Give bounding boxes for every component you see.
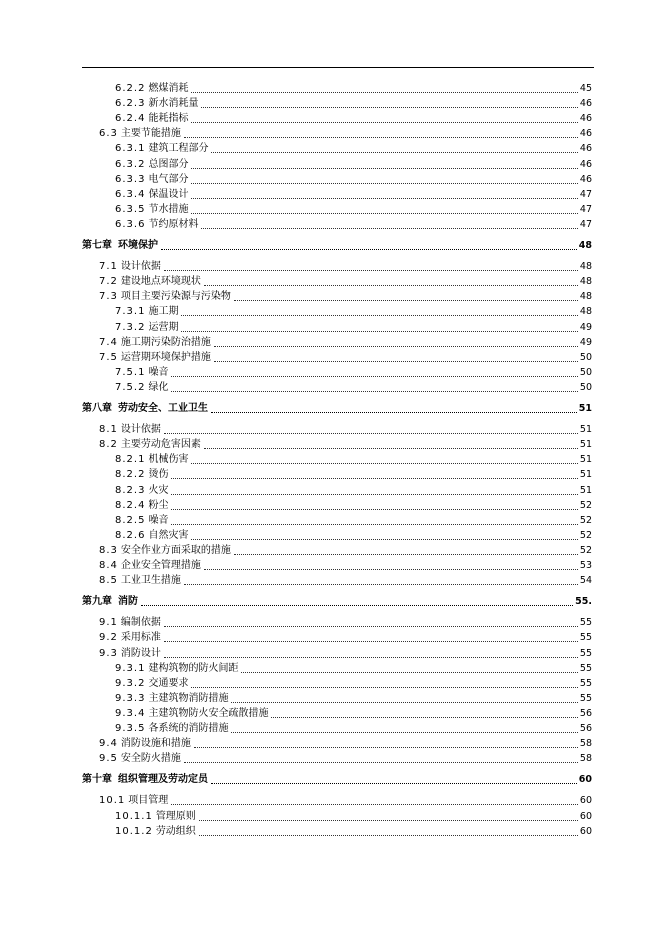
- toc-entry-number: 9.3.4: [115, 707, 146, 719]
- toc-entry-title: 烫伤: [148, 469, 169, 481]
- toc-page-number: 48: [579, 291, 592, 303]
- toc-entry-label: [99, 261, 161, 273]
- toc-entry-number: 6.3.6: [115, 218, 146, 230]
- dot-leader: [241, 672, 577, 673]
- dot-leader: [201, 228, 577, 229]
- toc-page-number: 58: [579, 753, 592, 765]
- toc-page-number: 55: [579, 692, 592, 704]
- toc-entry[interactable]: [99, 334, 592, 349]
- toc-entry-label: [99, 753, 181, 765]
- toc-entry-label: [115, 826, 196, 838]
- dot-leader: [184, 762, 578, 763]
- toc-entry-number: 7.3: [99, 291, 118, 303]
- toc-entry[interactable]: [115, 512, 592, 527]
- toc-entry-number: 9.3.5: [115, 723, 146, 734]
- toc-entry-number: 8.5: [99, 575, 118, 587]
- toc-entry[interactable]: [115, 482, 592, 497]
- toc-page-number: 52: [579, 544, 592, 556]
- toc-page-number: 49: [579, 321, 592, 333]
- toc-entry-label: [115, 500, 168, 512]
- toc-entry-title: 保温设计: [148, 188, 189, 200]
- toc-entry[interactable]: [115, 80, 592, 95]
- toc-page-number: 55: [579, 647, 592, 659]
- toc-entry-label: [115, 469, 168, 481]
- toc-entry-label: [115, 189, 188, 201]
- toc-entry-title: 消防设施和措施: [120, 738, 191, 750]
- toc-entry-label: [115, 83, 188, 95]
- toc-entry[interactable]: [99, 629, 592, 644]
- toc-entry-label: [99, 648, 161, 660]
- toc-page-number: 46: [579, 143, 592, 155]
- toc-page-number: 55: [579, 632, 592, 644]
- toc-entry-title: 运营期: [148, 321, 179, 333]
- dot-leader: [204, 448, 578, 449]
- toc-entry[interactable]: [99, 542, 592, 557]
- toc-entry-title: 建构筑物的防火间距: [148, 662, 239, 674]
- toc-entry-label: [99, 795, 168, 807]
- toc-entry[interactable]: [115, 823, 592, 838]
- toc-entry-number: 9.4: [99, 738, 118, 750]
- toc-entry[interactable]: [99, 436, 592, 451]
- toc-entry[interactable]: [115, 95, 592, 110]
- toc-entry-number: 7.5.2: [115, 381, 146, 393]
- toc-entry-number: 6.3.1: [115, 143, 146, 155]
- dot-leader: [171, 391, 577, 392]
- toc-entry[interactable]: [99, 572, 592, 587]
- toc-entry-number: 9.5: [99, 753, 118, 765]
- dot-leader: [234, 554, 578, 555]
- toc-page-number: 46: [579, 113, 592, 125]
- dot-leader: [171, 376, 577, 377]
- toc-page-number: 50: [579, 351, 592, 363]
- toc-entry[interactable]: [115, 216, 592, 231]
- toc-entry-title: 设计依据: [120, 261, 161, 273]
- toc-entry-label: [115, 98, 198, 110]
- toc-entry-title: 施工期: [148, 306, 179, 318]
- toc-entry-label: [82, 403, 208, 415]
- toc-page-number: 48: [579, 276, 592, 288]
- toc-entry-number: 9.3: [99, 647, 118, 659]
- toc-entry-label: [115, 678, 188, 690]
- toc-entry-title: 各系统的消防措施: [148, 723, 229, 734]
- toc-entry-title: 采用标准: [120, 632, 161, 644]
- toc-page-number: 58: [579, 738, 592, 750]
- toc-entry-title: 管理原则: [155, 810, 196, 822]
- toc-entry-number: 8.1: [99, 424, 118, 436]
- toc-entry-number: 9.2: [99, 632, 118, 644]
- toc-entry-number: 第七章: [82, 240, 112, 251]
- toc-entry-label: [115, 159, 188, 171]
- toc-entry-number: 8.3: [99, 544, 118, 556]
- toc-entry[interactable]: [115, 379, 592, 394]
- toc-entry-label: [99, 545, 231, 557]
- toc-entry-label: [115, 530, 188, 542]
- dot-leader: [171, 478, 577, 479]
- toc-entry-title: 主要劳动危害因素: [120, 439, 201, 451]
- dot-leader: [211, 412, 577, 413]
- toc-entry-title: 消防: [118, 596, 138, 608]
- toc-page-number: 60: [579, 810, 592, 822]
- toc-entry-title: 运营期环境保护措施: [120, 351, 211, 363]
- toc-page-number: 47: [579, 218, 592, 230]
- dot-leader: [164, 433, 578, 434]
- toc-entry-title: 环境保护: [118, 240, 158, 251]
- toc-entry-number: 7.3.1: [115, 306, 146, 318]
- toc-entry-number: 9.3.1: [115, 662, 146, 674]
- toc-page-number: 51: [578, 403, 592, 414]
- toc-page-number: 48: [579, 261, 592, 273]
- toc-entry[interactable]: [115, 201, 592, 216]
- toc-page-number: 46: [579, 128, 592, 140]
- toc-entry-label: [115, 322, 178, 334]
- dot-leader: [191, 463, 577, 464]
- toc-entry[interactable]: [99, 273, 592, 288]
- dot-leader: [214, 361, 578, 362]
- toc-page-number: 51: [579, 484, 592, 496]
- toc-entry-title: 电气部分: [148, 173, 189, 185]
- toc-entry[interactable]: [99, 349, 592, 364]
- toc-page-number: 52: [579, 514, 592, 526]
- toc-page-number: 48: [578, 240, 592, 251]
- toc-entry-label: [115, 693, 228, 705]
- dot-leader: [164, 657, 578, 658]
- toc-entry-label: [99, 291, 231, 303]
- toc-entry-number: 6.3: [99, 128, 118, 140]
- toc-entry[interactable]: [115, 364, 592, 379]
- toc-entry-number: 8.4: [99, 560, 118, 571]
- toc-entry-number: 6.3.2: [115, 158, 146, 170]
- toc-page-number: 55: [579, 677, 592, 689]
- toc-entry-title: 火灾: [148, 484, 169, 496]
- toc-entry-number: 7.5.1: [115, 366, 146, 378]
- toc-page-number: 55: [579, 617, 592, 629]
- dot-leader: [191, 539, 577, 540]
- toc-entry-title: 劳动安全、工业卫生: [118, 403, 208, 414]
- toc-chapter[interactable]: [82, 593, 592, 608]
- toc-entry[interactable]: [99, 614, 592, 629]
- toc-entry[interactable]: [115, 690, 592, 705]
- toc-chapter[interactable]: [82, 771, 592, 786]
- toc-entry[interactable]: [99, 557, 592, 572]
- dot-leader: [191, 198, 577, 199]
- toc-entry-label: [99, 424, 161, 436]
- toc-entry-title: 消防设计: [120, 647, 161, 659]
- toc-entry-title: 工业卫生措施: [120, 575, 181, 587]
- toc-entry-title: 机械伤害: [148, 454, 189, 466]
- dot-leader: [171, 509, 577, 510]
- dot-leader: [271, 717, 577, 718]
- dot-leader: [211, 783, 577, 784]
- toc-entry[interactable]: [99, 735, 592, 750]
- toc-page-number: 60: [579, 825, 592, 837]
- toc-entry-title: 主要节能措施: [120, 128, 181, 140]
- dot-leader: [181, 315, 577, 316]
- dot-leader: [194, 747, 578, 748]
- toc-entry-title: 总图部分: [148, 158, 189, 170]
- dot-leader: [171, 494, 577, 495]
- toc-entry-label: [99, 439, 201, 451]
- toc-page-number: 53: [579, 560, 592, 571]
- toc-page-number: 46: [579, 173, 592, 185]
- dot-leader: [201, 107, 577, 108]
- toc-page-number: 56: [579, 723, 592, 734]
- dot-leader: [184, 584, 578, 585]
- toc-entry-label: [115, 811, 196, 823]
- dot-leader: [181, 331, 577, 332]
- toc-entry-number: 6.3.3: [115, 173, 146, 185]
- toc-entry-title: 交通要求: [148, 677, 189, 689]
- toc-page-number: 51: [579, 469, 592, 481]
- toc-entry[interactable]: [115, 110, 592, 125]
- dot-leader: [231, 702, 577, 703]
- toc-entry-title: 燃煤消耗: [148, 83, 189, 94]
- toc-chapter[interactable]: [82, 237, 592, 252]
- dot-leader: [199, 820, 578, 821]
- toc-page-number: 52: [579, 529, 592, 541]
- toc-entry-number: 6.2.4: [115, 113, 146, 125]
- toc-page-number: 46: [579, 98, 592, 110]
- toc-entry-title: 编制依据: [120, 617, 161, 629]
- toc-entry-number: 10.1.1: [115, 810, 153, 822]
- toc-page-number: 45: [579, 83, 592, 94]
- dot-leader: [231, 732, 577, 733]
- toc-entry[interactable]: [99, 288, 592, 303]
- toc-entry-label: [99, 560, 201, 572]
- toc-entry-title: 项目主要污染源与污染物: [120, 291, 231, 303]
- toc-entry[interactable]: [115, 466, 592, 481]
- toc-entry-title: 新水消耗量: [148, 98, 199, 110]
- toc-entry-label: [115, 174, 188, 186]
- dot-leader: [171, 804, 578, 805]
- toc-entry-number: 7.3.2: [115, 321, 146, 333]
- dot-leader: [161, 249, 577, 250]
- toc-entry-label: [99, 352, 211, 364]
- toc-entry-label: [115, 113, 188, 125]
- toc-page-number: 55: [579, 662, 592, 674]
- toc-page-number: 47: [579, 188, 592, 200]
- toc-entry-title: 绿化: [148, 381, 169, 393]
- toc-entry[interactable]: [99, 421, 592, 436]
- toc-entry[interactable]: [115, 303, 592, 318]
- toc-entry-label: [115, 708, 268, 720]
- dot-leader: [141, 605, 573, 606]
- toc-entry-title: 企业安全管理措施: [120, 560, 201, 571]
- toc-entry-number: 7.2: [99, 276, 118, 288]
- toc-entry[interactable]: [99, 258, 592, 273]
- toc-entry[interactable]: [115, 186, 592, 201]
- toc-entry[interactable]: [99, 750, 592, 765]
- toc-entry[interactable]: [115, 140, 592, 155]
- toc-entry-label: [115, 204, 188, 216]
- toc-entry-number: 8.2.6: [115, 529, 146, 541]
- toc-entry-number: 10.1.2: [115, 825, 153, 837]
- toc-entry[interactable]: [115, 808, 592, 823]
- toc-entry-number: 第九章: [82, 596, 112, 608]
- toc-entry-number: 8.2.2: [115, 469, 146, 481]
- dot-leader: [214, 346, 578, 347]
- toc-page-number: 51: [579, 424, 592, 436]
- toc-page-number: 48: [579, 306, 592, 318]
- toc-entry-title: 安全作业方面采取的措施: [120, 544, 231, 556]
- dot-leader: [204, 569, 578, 570]
- toc-entry-title: 噪音: [148, 514, 169, 526]
- toc-entry-number: 第十章: [82, 774, 112, 786]
- toc-entry-title: 劳动组织: [155, 825, 196, 837]
- toc-page-number: 51: [579, 439, 592, 451]
- toc-entry-number: 6.2.2: [115, 83, 146, 94]
- dot-leader: [191, 183, 577, 184]
- toc-entry-label: [115, 663, 238, 675]
- toc-entry-number: 8.2: [99, 439, 118, 451]
- toc-entry-number: 7.4: [99, 336, 118, 348]
- toc-entry-title: 自然灾害: [148, 529, 189, 541]
- toc-entry[interactable]: [115, 675, 592, 690]
- toc-entry-number: 7.5: [99, 351, 118, 363]
- toc-entry-title: 噪音: [148, 366, 169, 378]
- toc-entry[interactable]: [99, 125, 592, 140]
- toc-entry[interactable]: [115, 319, 592, 334]
- toc-page-number: 46: [579, 158, 592, 170]
- dot-leader: [204, 285, 578, 286]
- toc-entry-label: [82, 596, 138, 608]
- dot-leader: [191, 122, 577, 123]
- toc-entry-title: 施工期污染防治措施: [120, 336, 211, 348]
- toc-entry-label: [82, 240, 158, 252]
- toc-page-number: 60: [578, 774, 592, 786]
- toc-entry[interactable]: [115, 527, 592, 542]
- toc-page-number: 55.: [575, 596, 592, 608]
- dot-leader: [199, 835, 578, 836]
- toc-entry-label: [82, 774, 208, 786]
- dot-leader: [164, 626, 578, 627]
- toc-entry[interactable]: [115, 705, 592, 720]
- toc-page-number: 52: [579, 499, 592, 511]
- toc-entry-label: [115, 219, 198, 231]
- toc-entry-number: 7.1: [99, 261, 118, 273]
- toc-page-number: 51: [579, 454, 592, 466]
- toc-entry-title: 粉尘: [148, 499, 169, 511]
- header-rule: [82, 67, 594, 68]
- toc-entry-title: 组织管理及劳动定员: [118, 774, 208, 786]
- dot-leader: [234, 300, 578, 301]
- toc-entry-label: [99, 632, 161, 644]
- toc-page-number: 60: [579, 795, 592, 807]
- toc-entry[interactable]: [115, 497, 592, 512]
- toc-entry-title: 安全防火措施: [120, 753, 181, 765]
- toc-entry-label: [115, 723, 228, 735]
- toc-entry[interactable]: [99, 645, 592, 660]
- toc-entry-label: [115, 367, 168, 379]
- dot-leader: [184, 137, 578, 138]
- toc-entry-label: [115, 485, 168, 497]
- toc-entry-number: 9.3.3: [115, 692, 146, 704]
- toc-entry-title: 主建筑物防火安全疏散措施: [148, 707, 269, 719]
- toc-entry-number: 8.2.3: [115, 484, 146, 496]
- dot-leader: [191, 687, 577, 688]
- toc-entry-number: 8.2.1: [115, 454, 146, 466]
- toc-chapter[interactable]: [82, 400, 592, 415]
- dot-leader: [191, 168, 577, 169]
- toc-entry[interactable]: [99, 792, 592, 807]
- toc-entry-number: 10.1: [99, 795, 126, 807]
- toc-entry-number: 8.2.5: [115, 514, 146, 526]
- toc-entry-number: 6.2.3: [115, 98, 146, 110]
- toc-page-number: 50: [579, 366, 592, 378]
- toc-entry[interactable]: [115, 156, 592, 171]
- toc-entry-label: [99, 617, 161, 629]
- toc-page-number: 56: [579, 707, 592, 719]
- toc-entry-label: [115, 382, 168, 394]
- toc-entry-title: 能耗指标: [148, 113, 189, 125]
- toc-entry[interactable]: [115, 451, 592, 466]
- dot-leader: [191, 213, 577, 214]
- toc-entry-title: 节约原材料: [148, 218, 199, 230]
- toc-page-number: 49: [579, 336, 592, 348]
- toc-entry-number: 8.2.4: [115, 499, 146, 511]
- toc-entry-title: 主建筑物消防措施: [148, 692, 229, 704]
- toc-entry-number: 9.3.2: [115, 677, 146, 689]
- toc-entry-number: 6.3.4: [115, 188, 146, 200]
- toc-entry[interactable]: [115, 171, 592, 186]
- dot-leader: [211, 152, 577, 153]
- toc-page-number: 54: [579, 575, 592, 587]
- toc-entry-label: [99, 276, 201, 288]
- toc-entry-label: [115, 306, 178, 318]
- toc-entry-title: 节水措施: [148, 203, 189, 215]
- toc-entry-title: 建设地点环境现状: [120, 276, 201, 288]
- toc-entry-label: [115, 515, 168, 527]
- toc-entry-label: [99, 128, 181, 140]
- dot-leader: [164, 270, 578, 271]
- toc-entry-label: [115, 454, 188, 466]
- toc-page-number: 50: [579, 381, 592, 393]
- toc-entry-number: 9.1: [99, 617, 118, 629]
- toc-entry-label: [99, 738, 191, 750]
- dot-leader: [171, 524, 577, 525]
- toc-entry[interactable]: [115, 720, 592, 735]
- toc-entry-label: [99, 575, 181, 587]
- toc-entry-title: 建筑工程部分: [148, 143, 209, 155]
- toc-entry-title: 设计依据: [120, 424, 161, 436]
- toc-entry-number: 6.3.5: [115, 203, 146, 215]
- toc-page-number: 47: [579, 203, 592, 215]
- toc-entry-number: 第八章: [82, 403, 112, 414]
- dot-leader: [191, 92, 577, 93]
- toc-entry-title: 项目管理: [128, 795, 169, 807]
- toc-entry[interactable]: [115, 660, 592, 675]
- toc-entry-label: [99, 337, 211, 349]
- dot-leader: [164, 641, 578, 642]
- toc-entry-label: [115, 143, 208, 155]
